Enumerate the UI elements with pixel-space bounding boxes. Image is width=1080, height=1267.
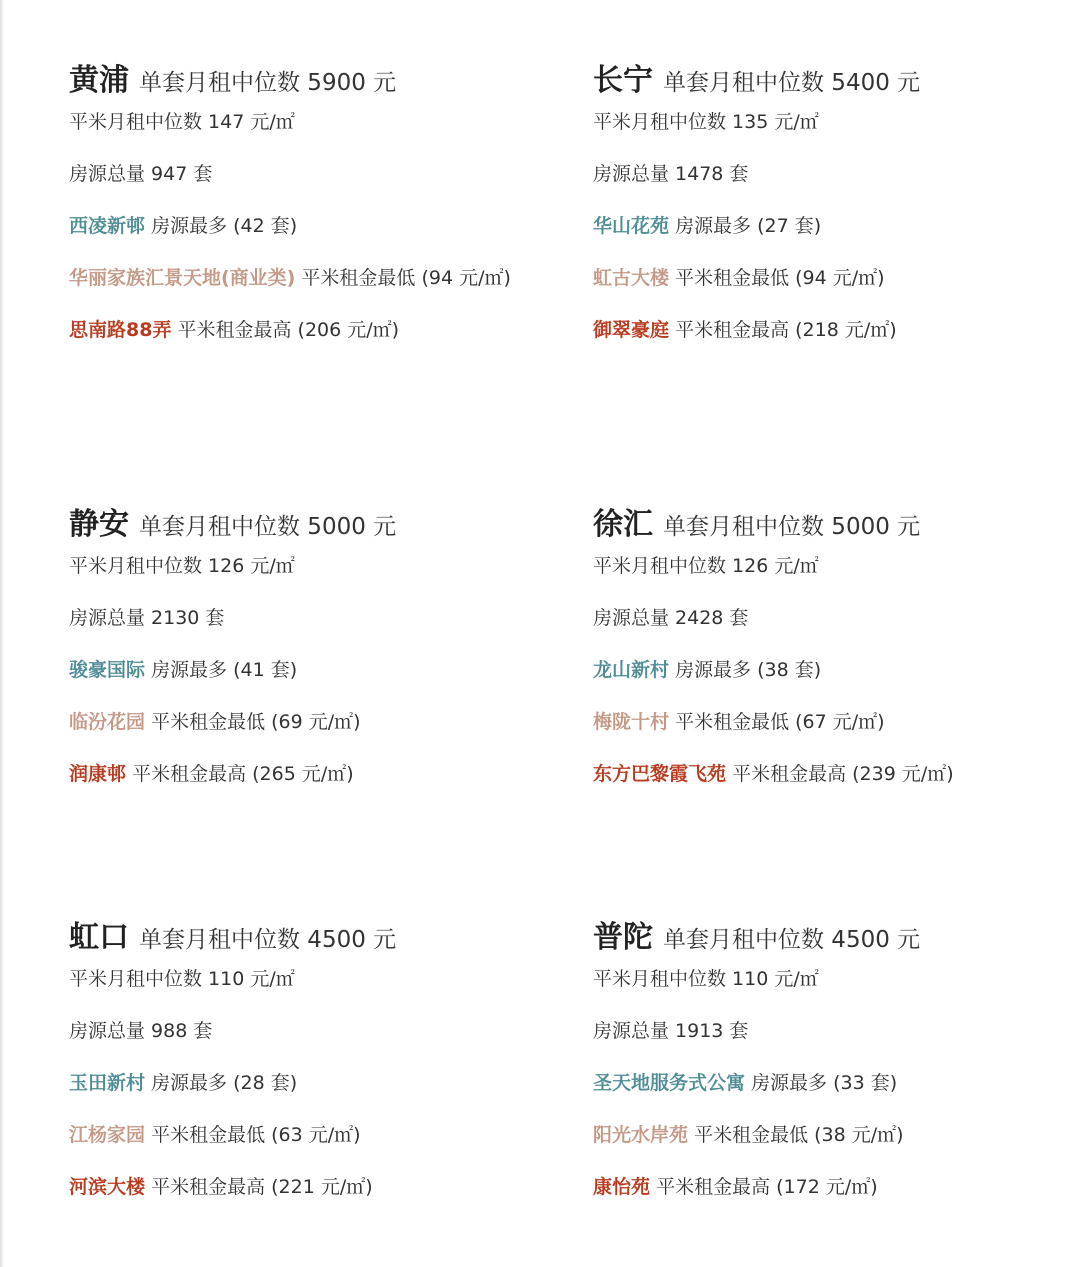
highest-rent-line	[69, 315, 539, 345]
district-name: 静安	[69, 507, 129, 542]
most-listings-text: 房源最多 (28 套)	[151, 1072, 298, 1094]
estate-name: 虹古大楼	[593, 267, 670, 289]
highest-rent-line	[593, 315, 1063, 345]
lowest-rent-line	[593, 263, 1063, 293]
lowest-rent-line	[593, 707, 1063, 737]
most-listings-text: 房源最多 (33 套)	[751, 1072, 898, 1094]
median-rent: 单套月租中位数 5000 元	[663, 514, 921, 540]
estate-name: 东方巴黎霞飞苑	[593, 763, 727, 785]
most-listings-text: 房源最多 (27 套)	[675, 215, 822, 237]
estate-name: 龙山新村	[593, 659, 670, 681]
district-card-changning	[593, 55, 1063, 345]
estate-name: 阳光水岸苑	[593, 1124, 689, 1146]
lowest-rent-line	[69, 263, 539, 293]
district-header	[593, 912, 1063, 958]
estate-name: 骏豪国际	[69, 659, 146, 681]
estate-name: 思南路88弄	[69, 319, 172, 341]
most-listings-line	[69, 211, 539, 241]
most-listings-text: 房源最多 (41 套)	[151, 659, 298, 681]
estate-name: 梅陇十村	[593, 711, 670, 733]
listing-total: 房源总量 1478 套	[593, 163, 749, 185]
median-rent: 单套月租中位数 4500 元	[663, 927, 921, 953]
district-card-xuhui	[593, 499, 1063, 789]
left-edge-shadow	[0, 0, 4, 1267]
median-rent: 单套月租中位数 5900 元	[139, 70, 397, 96]
listing-total: 房源总量 2428 套	[593, 607, 749, 629]
district-card-huangpu	[69, 55, 539, 345]
district-name: 长宁	[593, 63, 653, 98]
sqm-median: 平米月租中位数 110 元/㎡	[69, 968, 295, 990]
district-header	[593, 499, 1063, 545]
lowest-rent-text: 平米租金最低 (38 元/㎡)	[694, 1124, 904, 1146]
most-listings-line	[593, 211, 1063, 241]
lowest-rent-text: 平米租金最低 (63 元/㎡)	[151, 1124, 361, 1146]
estate-name: 御翠豪庭	[593, 319, 670, 341]
district-header	[593, 55, 1063, 101]
district-header	[69, 912, 539, 958]
district-header	[69, 55, 539, 101]
most-listings-line	[593, 655, 1063, 685]
estate-name: 西凌新邨	[69, 215, 146, 237]
estate-name: 圣天地服务式公寓	[593, 1072, 746, 1094]
sqm-median: 平米月租中位数 110 元/㎡	[593, 968, 819, 990]
district-name: 普陀	[593, 920, 653, 955]
district-card-putuo	[593, 912, 1063, 1202]
median-rent: 单套月租中位数 5000 元	[139, 514, 397, 540]
highest-rent-text: 平米租金最高 (172 元/㎡)	[656, 1176, 878, 1198]
highest-rent-text: 平米租金最高 (265 元/㎡)	[132, 763, 354, 785]
estate-name: 玉田新村	[69, 1072, 146, 1094]
listing-total: 房源总量 947 套	[69, 163, 213, 185]
most-listings-line	[593, 1068, 1063, 1098]
highest-rent-line	[69, 1172, 539, 1202]
district-name: 黄浦	[69, 63, 129, 98]
sqm-median: 平米月租中位数 126 元/㎡	[593, 555, 819, 577]
highest-rent-text: 平米租金最高 (239 元/㎡)	[732, 763, 954, 785]
district-name: 虹口	[69, 920, 129, 955]
estate-name: 河滨大楼	[69, 1176, 146, 1198]
lowest-rent-line	[593, 1120, 1063, 1150]
district-header	[69, 499, 539, 545]
estate-name: 润康邨	[69, 763, 127, 785]
listing-total: 房源总量 1913 套	[593, 1020, 749, 1042]
most-listings-line	[69, 655, 539, 685]
estate-name: 江杨家园	[69, 1124, 146, 1146]
lowest-rent-text: 平米租金最低 (67 元/㎡)	[675, 711, 885, 733]
estate-name: 华山花苑	[593, 215, 670, 237]
sqm-median: 平米月租中位数 147 元/㎡	[69, 111, 295, 133]
highest-rent-line	[593, 759, 1063, 789]
lowest-rent-text: 平米租金最低 (94 元/㎡)	[301, 267, 511, 289]
highest-rent-text: 平米租金最高 (221 元/㎡)	[151, 1176, 373, 1198]
estate-name: 临汾花园	[69, 711, 146, 733]
highest-rent-text: 平米租金最高 (218 元/㎡)	[675, 319, 897, 341]
estate-name: 华丽家族汇景天地(商业类)	[69, 267, 296, 289]
lowest-rent-line	[69, 707, 539, 737]
highest-rent-line	[69, 759, 539, 789]
listing-total: 房源总量 2130 套	[69, 607, 225, 629]
most-listings-line	[69, 1068, 539, 1098]
highest-rent-text: 平米租金最高 (206 元/㎡)	[177, 319, 400, 341]
highest-rent-line	[593, 1172, 1063, 1202]
most-listings-text: 房源最多 (38 套)	[675, 659, 822, 681]
median-rent: 单套月租中位数 4500 元	[139, 927, 397, 953]
lowest-rent-text: 平米租金最低 (94 元/㎡)	[675, 267, 885, 289]
listing-total: 房源总量 988 套	[69, 1020, 213, 1042]
lowest-rent-text: 平米租金最低 (69 元/㎡)	[151, 711, 361, 733]
median-rent: 单套月租中位数 5400 元	[663, 70, 921, 96]
most-listings-text: 房源最多 (42 套)	[151, 215, 298, 237]
district-name: 徐汇	[593, 507, 653, 542]
sqm-median: 平米月租中位数 126 元/㎡	[69, 555, 295, 577]
district-card-jingan	[69, 499, 539, 789]
district-card-hongkou	[69, 912, 539, 1202]
lowest-rent-line	[69, 1120, 539, 1150]
sqm-median: 平米月租中位数 135 元/㎡	[593, 111, 819, 133]
estate-name: 康怡苑	[593, 1176, 651, 1198]
